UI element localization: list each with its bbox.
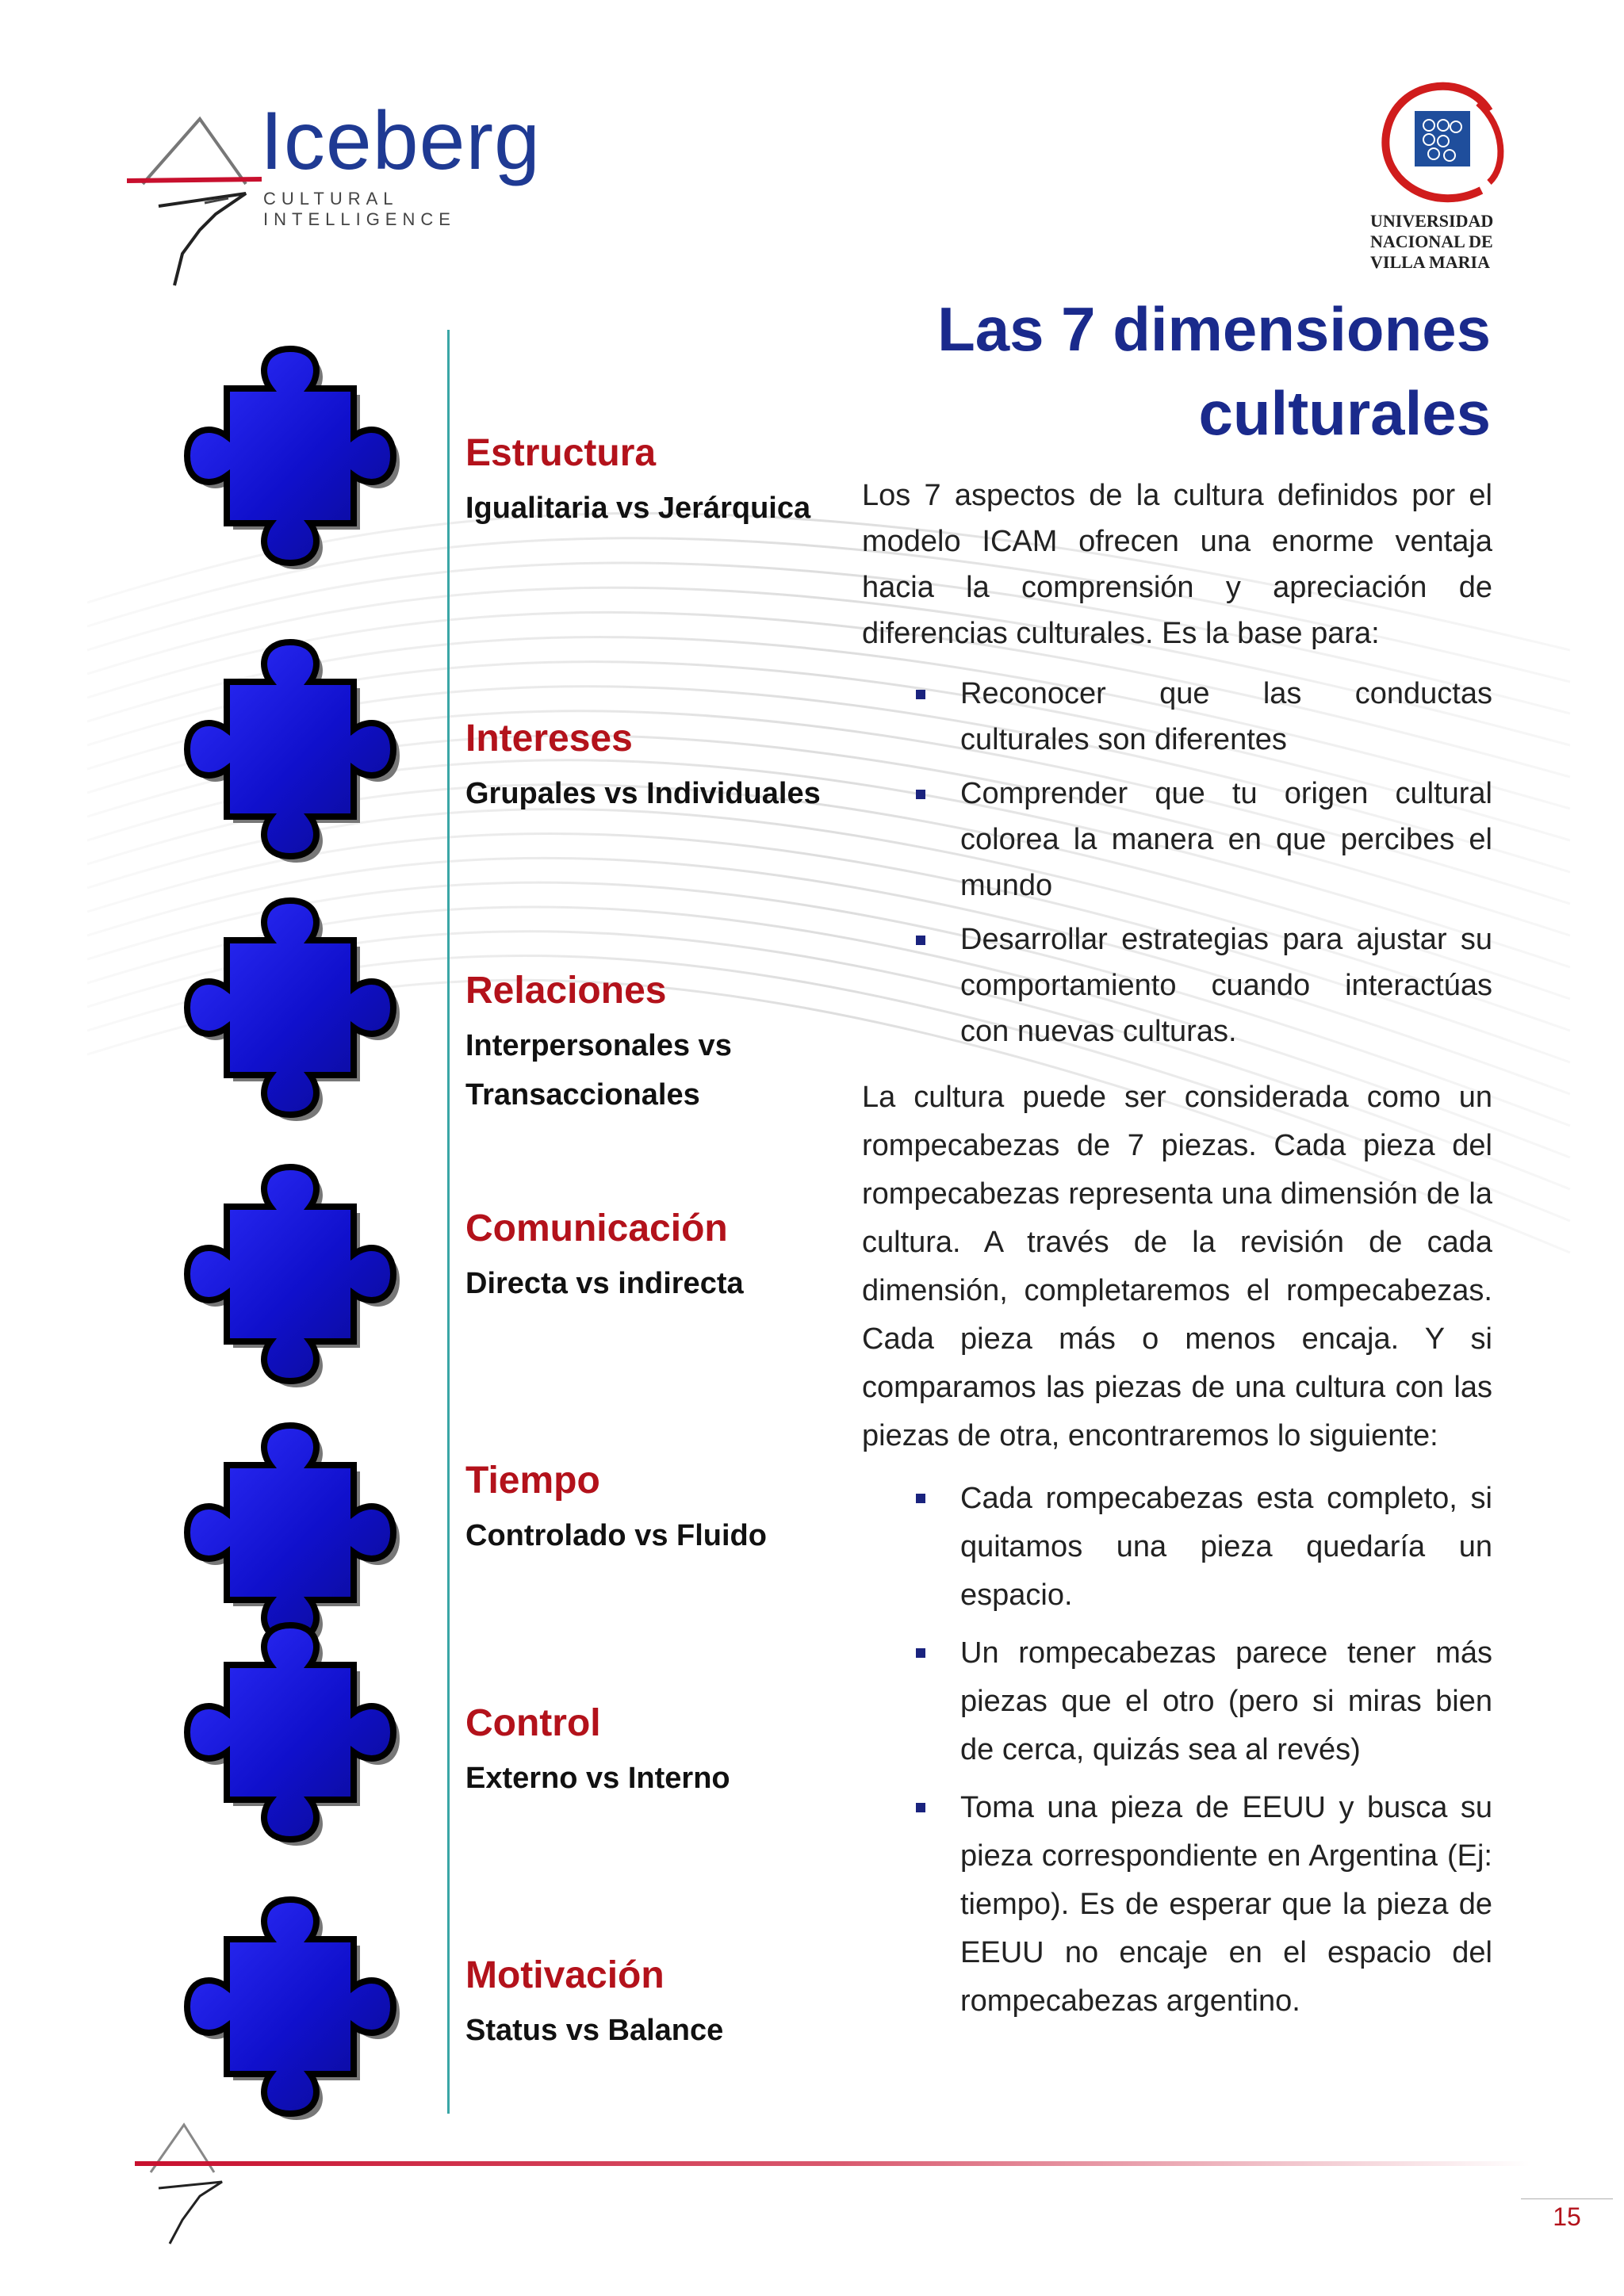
body-text-column: [862, 473, 1492, 2045]
university-name: [1370, 211, 1493, 273]
dimension-description: Controlado vs Fluido: [465, 1519, 767, 1552]
university-seal-icon: [1370, 79, 1513, 214]
dimension-name: Motivación: [465, 1954, 665, 1996]
list-item: Cada rompecabezas esta completo, si quitamos una pieza quedaría un espacio.: [960, 1475, 1492, 1620]
university-name-line-2: NACIONAL DE: [1370, 232, 1493, 251]
dimension-description: Igualitaria vs Jerárquica: [465, 492, 811, 525]
page-number: 15: [1553, 2202, 1581, 2231]
university-name-line-1: UNIVERSIDAD: [1370, 211, 1494, 231]
list-item: Un rompecabezas parece tener más piezas que el otro (pero si miras bien de cerca, quizás sea al revés): [960, 1629, 1492, 1774]
dimension-name: Estructura: [465, 432, 657, 474]
intro-paragraph: Los 7 aspectos de la cultura definidos por el modelo ICAM ofrecen una enorme ventaja hacia la comprensión y apreciación de diferencias culturales. Es la base para:: [862, 479, 1492, 650]
dimension-description: Status vs Balance: [465, 2014, 724, 2047]
list-item: Reconocer que las conductas culturales son diferentes: [960, 671, 1492, 763]
puzzle-piece-icon: [179, 1884, 409, 2137]
iceberg-logo: [127, 95, 539, 301]
dimension-description: Directa vs indirecta: [465, 1267, 744, 1300]
dimension-description: Grupales vs Individuales: [465, 777, 821, 810]
logo-wordmark: Iceberg: [260, 95, 541, 187]
bullet-list-2: [862, 1475, 1492, 2026]
vertical-divider: [447, 330, 450, 2114]
puzzle-piece-icon: [179, 626, 409, 880]
list-item: Desarrollar estrategias para ajustar su comportamiento cuando interactúas con nuevas culturas.: [960, 916, 1492, 1054]
university-name-line-3: VILLA MARIA: [1370, 252, 1490, 272]
dimension-comunicacion: [465, 1205, 830, 1308]
puzzle-paragraph: La cultura puede ser considerada como un rompecabezas de 7 piezas. Cada pieza del rompecabezas representa una dimensión de la cultura. A través de la revisión de cada dimensión, completaremos el rompecabezas. Cada pieza más o menos encaja. Y si comparamos las piezas de una cultura con las piezas de otra, encontraremos lo siguiente:: [862, 1081, 1492, 1452]
page-title-line-1: Las 7 dimensiones: [937, 294, 1491, 364]
page-title: [777, 287, 1491, 455]
puzzle-piece-icon: [179, 885, 409, 1138]
dimension-tiempo: [465, 1457, 830, 1560]
page-title-line-2: culturales: [1198, 378, 1491, 448]
dimension-name: Comunicación: [465, 1207, 728, 1249]
dimension-control: [465, 1700, 830, 1803]
dimension-intereses: [465, 715, 830, 818]
dimension-description: Interpersonales vs: [465, 1029, 732, 1062]
list-item: Toma una pieza de EEUU y busca su pieza correspondiente en Argentina (Ej: tiempo). Es de esperar que la pieza de EEUU no encaje en el espacio del rompecabezas argentino.: [960, 1784, 1492, 2026]
dimension-estructura: [465, 430, 830, 533]
bullet-list-1: [862, 671, 1492, 1054]
page-number-rule: [1521, 2198, 1613, 2199]
puzzle-piece-icon: [179, 1609, 409, 1863]
puzzle-piece-icon: [179, 333, 409, 587]
dimension-motivacion: [465, 1952, 830, 2055]
dimension-name: Intereses: [465, 718, 633, 760]
logo-subtitle: CULTURAL INTELLIGENCE: [263, 189, 456, 229]
dimension-description: Externo vs Interno: [465, 1762, 730, 1795]
university-logo: [1348, 79, 1522, 277]
dimension-name: Tiempo: [465, 1460, 600, 1502]
footer-iceberg-mark-icon: [135, 2109, 230, 2252]
dimension-description-line-2: Transaccionales: [465, 1078, 700, 1112]
iceberg-mark-icon: [127, 95, 262, 293]
dimension-name: Control: [465, 1702, 601, 1744]
dimension-name: Relaciones: [465, 970, 667, 1012]
footer-rule: [135, 2161, 1530, 2166]
dimension-relaciones: [465, 967, 830, 1119]
list-item: Comprender que tu origen cultural colorea la manera en que percibes el mundo: [960, 771, 1492, 909]
puzzle-piece-icon: [179, 1151, 409, 1405]
